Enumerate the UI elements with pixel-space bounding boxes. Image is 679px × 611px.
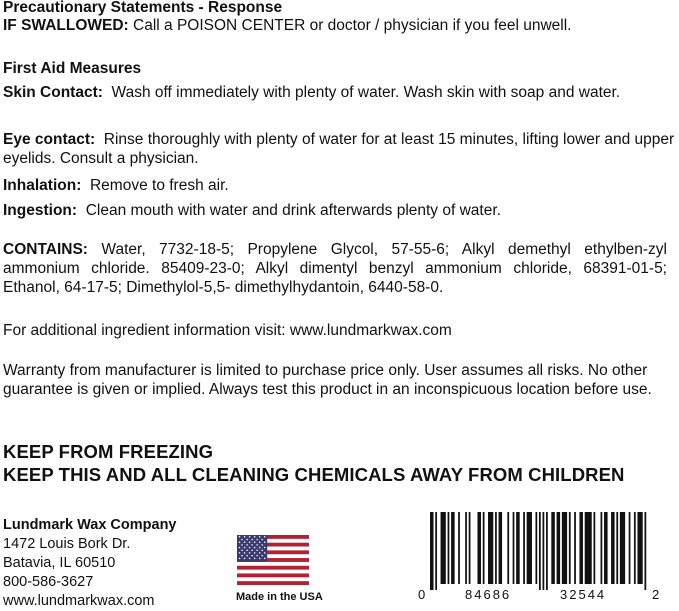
first-aid-skin [3,83,663,102]
flag-star [256,539,258,541]
barcode-bar [611,512,615,584]
flag-star [256,549,258,551]
barcode-bar [543,512,545,590]
barcode-bar [604,512,608,584]
barcode-bar [527,512,532,584]
barcode-bar [574,512,576,584]
flag-star [261,549,263,551]
barcode-bar [539,512,541,590]
flag-star [254,541,256,543]
barcode-bar [569,512,571,584]
flag-star [249,541,251,543]
warning-children: KEEP THIS AND ALL CLEANING CHEMICALS AWAY FROM CHILDREN [3,464,625,485]
flag-star [239,552,241,554]
skin-contact-label: Skin Contact: [3,84,103,101]
barcode-bar [546,512,548,590]
company-website: www.lundmarkwax.com [3,593,155,609]
ingestion-label: Ingestion: [3,202,78,219]
barcode-bar [644,512,646,590]
barcode-bar [441,512,446,584]
barcode-bar [634,512,636,584]
flag-star [249,552,251,554]
precautionary-heading: Precautionary Statements - Response [3,0,283,16]
first-aid-inhalation [3,176,675,195]
flag-stripe [237,566,309,570]
flag-star [264,541,266,543]
inhalation-text: Remove to fresh air. [89,177,229,194]
barcode-bar [601,512,603,584]
flag-star [249,558,251,560]
flag-star [239,541,241,543]
barcode-bar [458,512,460,584]
barcode-icon [416,512,679,605]
ingestion-text: Clean mouth with water and drink afterwards plenty of water. [85,202,501,219]
contains-label: CONTAINS: [3,241,88,258]
made-in-usa-caption: Made in the USA [236,591,323,603]
barcode-bar [451,512,455,584]
barcode-bar [579,512,583,584]
flag-star [261,539,263,541]
barcode-bar [557,512,561,584]
flag-star [259,558,261,560]
flag-star [264,552,266,554]
flag-star [244,547,246,549]
first-aid-eye [3,130,675,168]
eye-contact-label: Eye contact: [3,131,96,148]
flag-star [251,539,253,541]
barcode-bar [551,512,555,584]
barcode-bar [469,512,471,584]
flag-star [256,555,258,557]
flag-star [246,549,248,551]
flag-star [261,555,263,557]
company-info [3,516,177,611]
barcode-bar [594,512,596,584]
flag-star [246,539,248,541]
barcode-bar [499,512,503,584]
flag-star [239,536,241,538]
company-name: Lundmark Wax Company [3,517,177,533]
flag-star [259,552,261,554]
flag-star [244,536,246,538]
barcode-bar [483,512,485,584]
swallowed-text: Call a POISON CENTER or doctor / physician if you feel unwell. [133,17,572,34]
barcode-bar [620,512,625,584]
flag-star [244,541,246,543]
flag-star [244,558,246,560]
barcode-bar [495,512,497,584]
flag-star [254,536,256,538]
flag-star [251,555,253,557]
flag-star [246,555,248,557]
barcode-bar [488,512,493,584]
flag-star [259,541,261,543]
flag-stripe [237,581,309,585]
flag-star [249,536,251,538]
warning-freezing: KEEP FROM FREEZING [3,441,214,462]
contains-block [3,240,667,297]
barcode-bar [430,512,434,590]
contains-text: Water, 7732-18-5; Propylene Glycol, 57-55-6; Alkyl demethyl ethylben-zyl ammonium chloride. 85409-23-0; Alkyl dimentyl benzyl ammonium chloride, 68391-01-5; Ethanol, 64-17-5; Dimethylol-5,5- dimethylhydantoin, 6440-58-0. [3,241,667,296]
flag-star [241,544,243,546]
barcode-bar [523,512,525,584]
barcode-bar [637,512,642,584]
company-address-line2: Batavia, IL 60510 [3,555,116,571]
flag-star [254,552,256,554]
barcode-bar [585,512,592,584]
flag-star [246,544,248,546]
flag-star [241,555,243,557]
flag-stripe [237,573,309,577]
swallowed-statement [3,16,675,35]
barcode-bar [616,512,618,584]
barcode-digit-last: 2 [652,587,660,602]
flag-star [254,558,256,560]
barcode-bar [629,512,631,584]
barcode-bar [516,512,520,584]
swallowed-label: IF SWALLOWED: [3,17,129,34]
flag-star [259,536,261,538]
barcode-bar [507,512,509,584]
flag-star [241,539,243,541]
warranty-text: Warranty from manufacturer is limited to purchase price only. User assumes all risks. No other guarantee is given or implied. Always test this product in an inconspicuous location before use. [3,362,652,398]
barcode-bar [477,512,481,584]
flag-star [241,549,243,551]
barcode-group-1: 84686 [465,587,512,602]
barcode-bar [465,512,467,584]
flag-star [249,547,251,549]
first-aid-ingestion [3,201,675,220]
company-phone: 800-586-3627 [3,574,94,590]
first-aid-heading: First Aid Measures [3,60,142,77]
additional-info: For additional ingredient information visit: www.lundmarkwax.com [3,322,452,339]
barcode-bar [448,512,450,584]
flag-star [254,547,256,549]
flag-star [251,544,253,546]
barcode-group-2: 32544 [560,587,607,602]
barcode-bar [513,512,515,584]
inhalation-label: Inhalation: [3,177,82,194]
barcode-bar [562,512,567,584]
skin-contact-text: Wash off immediately with plenty of water. Wash skin with soap and water. [111,84,621,101]
company-address-line1: 1472 Louis Bork Dr. [3,536,131,552]
flag-star [239,558,241,560]
flag-star [251,549,253,551]
barcode-bar [535,512,537,584]
flag-star [259,547,261,549]
barcode-bar [435,512,437,590]
barcode-digit-first: 0 [418,587,426,602]
flag-star [244,552,246,554]
flag-star [264,536,266,538]
eye-contact-text: Rinse thoroughly with plenty of water for at least 15 minutes, lifting lower and upper eyelids. Consult a physician. [3,131,675,167]
flag-star [239,547,241,549]
flag-star [256,544,258,546]
flag-star [264,547,266,549]
flag-star [264,558,266,560]
us-flag-icon [237,535,309,590]
flag-star [261,544,263,546]
